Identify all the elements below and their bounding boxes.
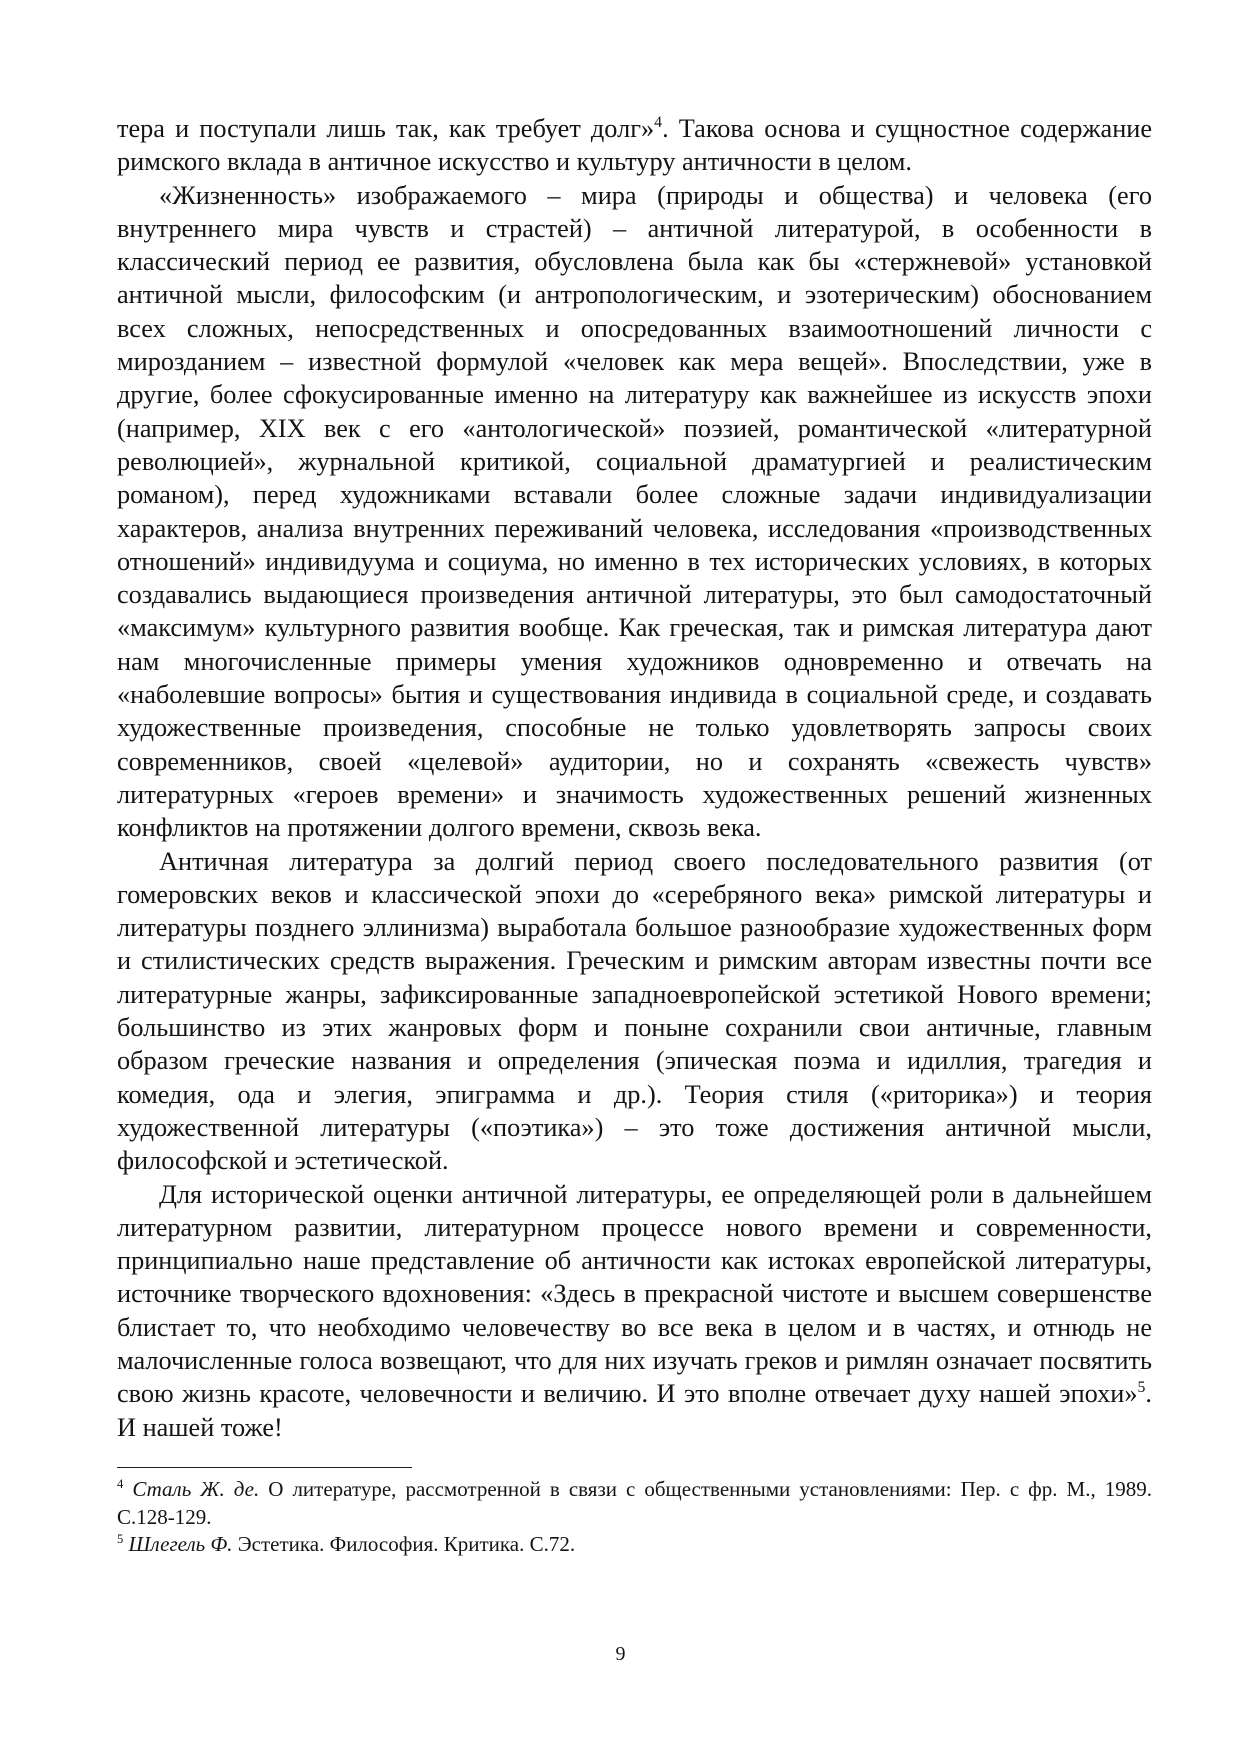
footnote-ref[interactable]: 5 (1137, 1379, 1146, 1397)
footnote-number: 4 (117, 1476, 124, 1491)
footnote (117, 1531, 1152, 1559)
paragraph-text-tail: . И нашей тоже! (117, 1379, 1152, 1442)
footnote-number: 5 (117, 1531, 124, 1546)
page-number: 9 (615, 1643, 626, 1665)
footnote (117, 1476, 1152, 1531)
footnote-ref[interactable]: 4 (654, 113, 663, 131)
footnotes (117, 1476, 1152, 1559)
paragraph-text: тера и поступали лишь так, как требует долг» (117, 114, 655, 143)
main-text (117, 112, 1152, 1444)
paragraph-text-tail: . Такова основа и сущностное содержание римского вклада в античное искусство и культуру античности в целом. (117, 114, 1153, 177)
paragraph: «Жизненность» изображаемого – мира (природы и общества) и человека (его внутреннего мира чувств и страстей) – античной литературой, в особенности в классический период ее развития, обусловлена была как бы «стержневой» установкой античной мысли, философским (и антропологическим, и эзотерическим) обоснованием всех сложных, непосредственных и опосредованных взаимоотношений личности с мирозданием – известной формулой «человек как мера вещей». Впоследствии, уже в другие, более сфокусированные именно на литературу как важнейшее из искусств эпохи (например, XIX век с его «антологической» поэзией, романтической «литературной революцией», журнальной критикой, социальной драматургией и реалистическим романом), перед художниками вставали более сложные задачи индивидуализации характеров, анализа внутренних переживаний человека, исследования «производственных отношений» индивидуума и социума, но именно в тех исторических условиях, в которых создавались выдающиеся произведения античной литературы, это был самодостаточный «максимум» культурного развития вообще. Как греческая, так и римская литература дают нам многочисленные примеры умения художников одновременно и отвечать на «наболевшие вопросы» бытия и существования индивида в социальной среде, и создавать художественные произведения, способные не только удовлетворять запросы своих современников, своей «целевой» аудитории, но и сохранять «свежесть чувств» литературных «героев времени» и значимость художественных решений жизненных конфликтов на протяжении долгого времени, сквозь века. (117, 180, 1152, 843)
footnote-divider (117, 1467, 412, 1468)
footnote-author: Сталь Ж. де. (132, 1477, 260, 1501)
paragraph-text: Для исторической оценки античной литературы, ее определяющей роли в дальнейшем литературном развитии, литературном процессе нового времени и современности, принципиально наше представление об античности как истоках европейской литературы, источнике творческого вдохновения: «Здесь в прекрасной чистоте и высшем совершенстве блистает то, что необходимо человечеству во все века в целом и в частях, и отнюдь не малочисленные голоса возвещают, что для них изучать греков и римлян означает посвятить свою жизнь красоте, человечности и величию. И это вполне отвечает духу нашей эпохи» (117, 1179, 1152, 1409)
paragraph: Античная литература за долгий период своего последовательного развития (от гомеровских веков и классической эпохи до «серебряного века» римской литературы и литературы позднего эллинизма) выработала большое разнообразие художественных форм и стилистических средств выражения. Греческим и римским авторам известны почти все литературные жанры, зафиксированные западноевропейской эстетикой Нового времени; большинство из этих жанровых форм и поныне сохранили свои античные, главным образом греческие названия и определения (эпическая поэма и идиллия, трагедия и комедия, ода и элегия, эпиграмма и др.). Теория стиля («риторика») и теория художественной литературы («поэтика») – это тоже достижения античной мысли, философской и эстетической. (117, 846, 1152, 1176)
footnote-text: Эстетика. Философия. Критика. С.72. (232, 1532, 576, 1556)
footnote-text: О литературе, рассмотренной в связи с общественными установлениями: Пер. с фр. М., 1989. С.128-129. (117, 1477, 1152, 1529)
paragraph (117, 1178, 1152, 1444)
footnote-author: Шлегель Ф. (128, 1532, 233, 1556)
paragraph (117, 112, 1152, 179)
